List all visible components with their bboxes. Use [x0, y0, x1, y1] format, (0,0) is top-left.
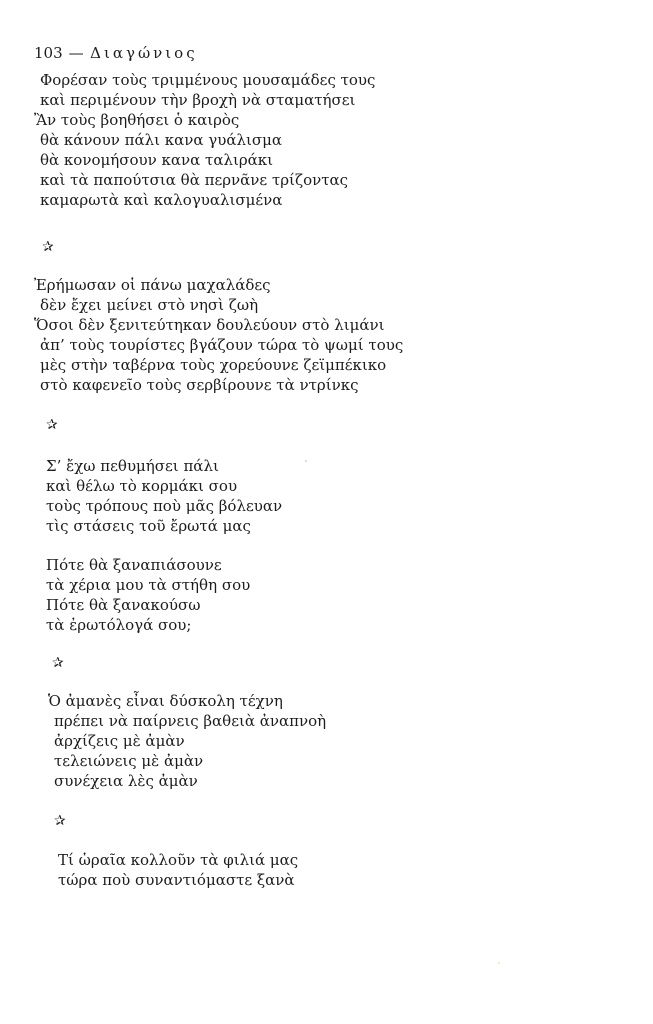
poem-line: δὲν ἔχει μείνει στὸ νησὶ ζωὴ: [40, 296, 259, 314]
poem-line: θὰ κάνουν πάλι κανα γυάλισμα: [40, 131, 282, 149]
poem-line: στὸ καφενεῖο τοὺς σερβίρουνε τὰ ντρίνκς: [40, 376, 359, 394]
star-separator-icon: ✰: [42, 239, 54, 255]
paper-speck: [498, 962, 500, 964]
star-separator-icon: ✰: [52, 655, 64, 671]
poem-line: μὲς στὴν ταβέρνα τοὺς χορεύουνε ζεϊμπέκικο: [40, 356, 387, 374]
star-separator-icon: ✰: [54, 813, 66, 829]
stanza-5: [0, 691, 653, 791]
poem-line: πρέπει νὰ παίρνεις βαθειὰ ἀναπνοὴ: [54, 712, 327, 730]
poem-line: ἀπ’ τοὺς τουρίστες βγάζουν τώρα τὸ ψωμί τους: [40, 336, 404, 354]
poem-line: Ὁ ἀμανὲς εἶναι δύσκολη τέχνη: [48, 692, 283, 710]
poem-line: τοὺς τρόπους ποὺ μᾶς βόλευαν: [46, 497, 283, 515]
stanza-2: [0, 275, 653, 395]
poem-line: τὶς στάσεις τοῦ ἔρωτά μας: [46, 517, 251, 535]
poem-line: Φορέσαν τοὺς τριμμένους μουσαμάδες τους: [40, 71, 376, 89]
poem-line: τὰ ἐρωτόλογά σου;: [46, 616, 192, 634]
stanza-4: [0, 555, 653, 635]
poem-line: Τί ὡραῖα κολλοῦν τὰ φιλιά μας: [58, 851, 299, 869]
poem-line: συνέχεια λὲς ἀμὰν: [54, 772, 198, 790]
poem-line: Ἐρήμωσαν οἱ πάνω μαχαλάδες: [34, 276, 271, 294]
poem-line: καὶ τὰ παπούτσια θὰ περνᾶνε τρίζοντας: [40, 171, 349, 189]
stanza-1: [0, 70, 653, 210]
star-separator-icon: ✰: [46, 417, 58, 433]
poem-line: Πότε θὰ ξανακούσω: [46, 596, 201, 614]
poem-line: θὰ κονομήσουν κανα ταλιράκι: [40, 151, 274, 169]
poem-line: τελειώνεις μὲ ἀμὰν: [54, 752, 204, 770]
poem-line: ἀρχίζεις μὲ ἀμὰν: [54, 732, 185, 750]
poem-line: Πότε θὰ ξαναπιάσουνε: [46, 556, 222, 574]
stanza-3: [0, 456, 653, 536]
stanza-6: [0, 850, 653, 890]
poem-line: Ἂν τοὺς βοηθήσει ὁ καιρὸς: [34, 111, 240, 129]
running-header: [34, 44, 198, 62]
poem-line: καὶ περιμένουν τὴν βροχὴ νὰ σταματήσει: [40, 91, 356, 109]
poem-line: τώρα ποὺ συναντιόμαστε ξανὰ: [58, 871, 295, 889]
poem-line: τὰ χέρια μου τὰ στήθη σου: [46, 576, 251, 594]
page-number: 103: [34, 44, 63, 62]
header-dash: —: [68, 44, 85, 62]
poem-line: καὶ θέλω τὸ κορμάκι σου: [46, 477, 238, 495]
poem-line: Ὅσοι δὲν ξενιτεύτηκαν δουλεύουν στὸ λιμάνι: [34, 316, 385, 334]
book-title: Διαγώνιος: [90, 44, 198, 62]
poem-line: καμαρωτὰ καὶ καλογυαλισμένα: [40, 191, 283, 209]
poem-line: Σ’ ἔχω πεθυμήσει πάλι: [46, 457, 219, 475]
